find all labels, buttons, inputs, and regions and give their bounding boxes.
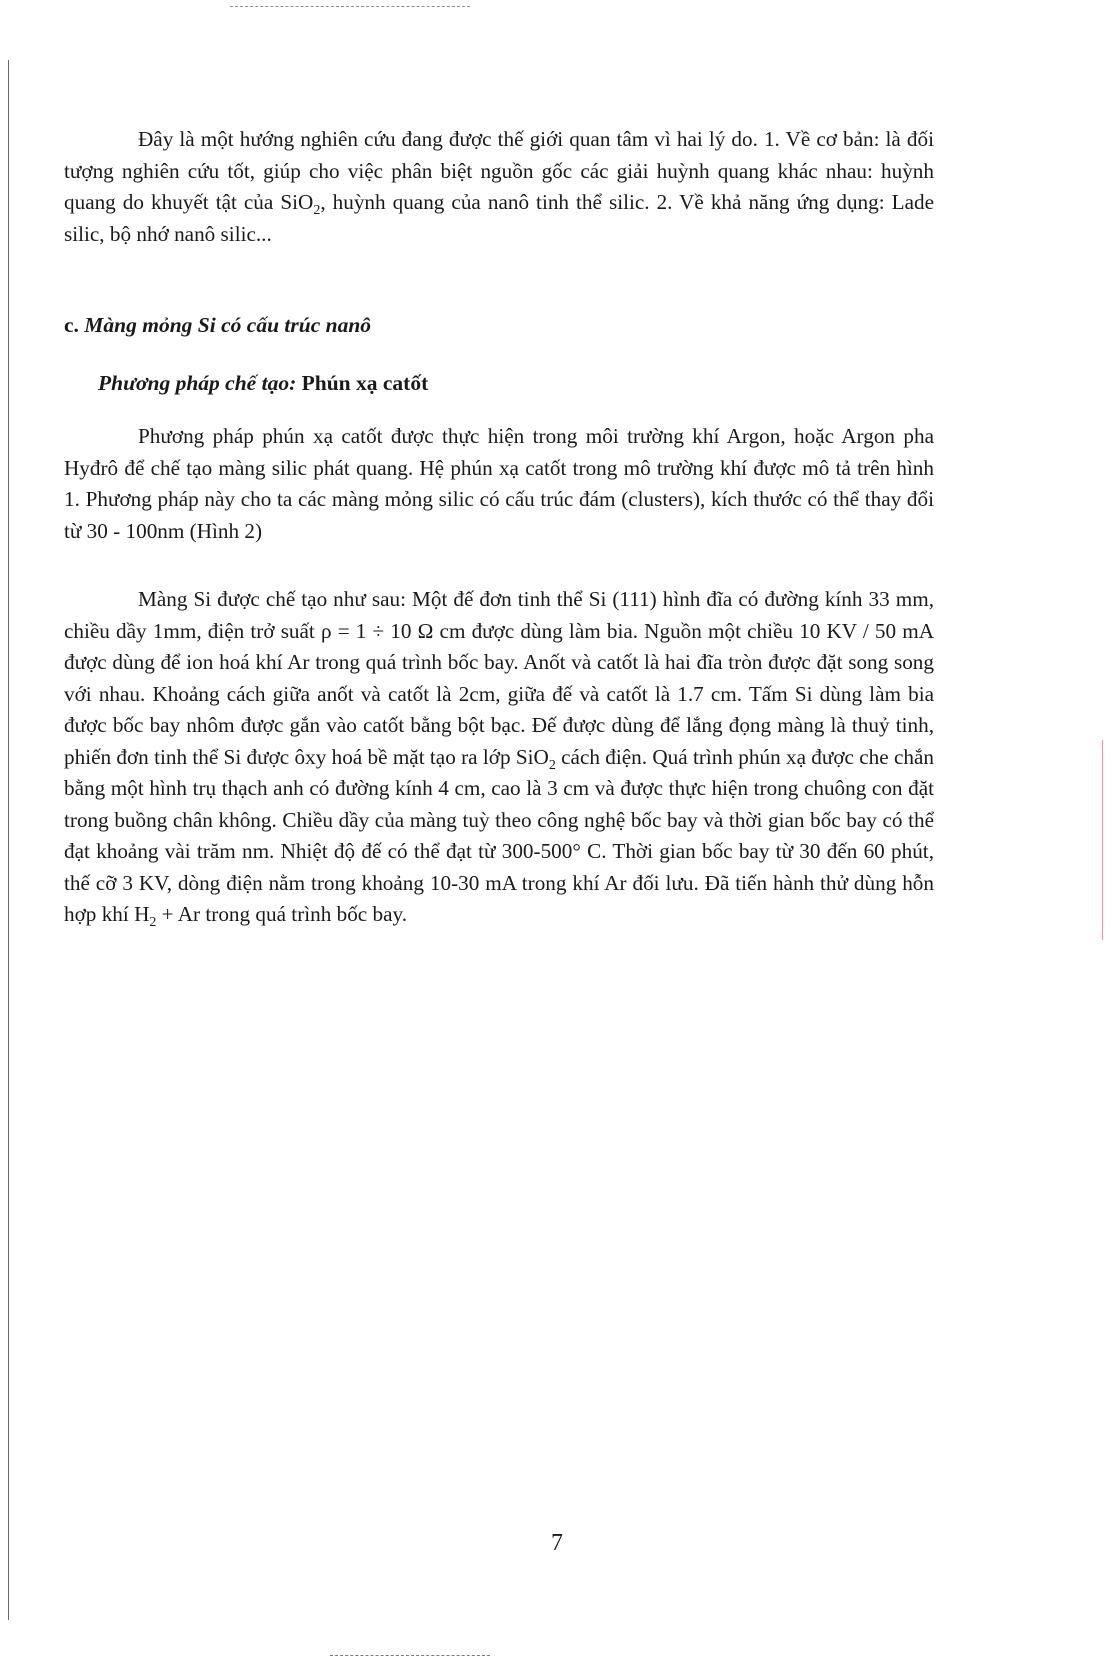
scan-margin-line <box>8 60 9 1620</box>
scan-margin-line-right <box>1102 740 1103 940</box>
paragraph-fabrication-details: Màng Si được chế tạo như sau: Một đế đơn tinh thể Si (111) hình đĩa có đường kính 33 mm, chiều dầy 1mm, điện trở suất ρ = 1 ÷ 10 Ω cm được dùng làm bia. Nguồn một chiều 10 KV / 50 mA được dùng để ion hoá khí Ar trong quá trình bốc bay. Anốt và catốt là hai đĩa tròn được đặt song song với nhau. Khoảng cách giữa anốt và catốt là 2cm, giữa đế và catốt là 1.7 cm. Tấm Si dùng làm bia được bốc bay nhôm được gắn vào catốt bằng bột bạc. Đế được dùng để lắng đọng màng là thuỷ tinh, phiến đơn tinh thể Si được ôxy hoá bề mặt tạo ra lớp SiO$_2$ cách điện. Quá trình phún xạ được che chắn bằng một hình trụ thạch anh có đường kính 4 cm, cao là 3 cm và được thực hiện trong chuông con đặt trong buồng chân không. Chiều dầy của màng tuỳ theo công nghệ bốc bay và thời gian bốc bay có thể đạt khoảng vài trăm nm. Nhiệt độ đế có thể đạt từ 300-500° C. Thời gian bốc bay từ 30 đến 60 phút, thế cỡ 3 KV, dòng điện nằm trong khoảng 10-30 mA trong khí Ar đối lưu. Đã tiến hành thử dùng hỗn hợp khí $H_2 + Ar$ trong quá trình bốc bay. <box>64 587 934 931</box>
intro-paragraph <box>64 124 934 250</box>
formula-sio2: SiO$_2$ <box>280 190 321 219</box>
method-label: Phương pháp chế tạo: <box>98 371 297 395</box>
formula-h2: $H_2$ <box>134 902 157 931</box>
section-letter: c. <box>64 313 79 337</box>
scan-artifact-bottom <box>330 1655 490 1658</box>
method-value: Phún xạ catốt <box>301 371 429 395</box>
section-heading <box>64 313 371 338</box>
intro-text: Đây là một hướng nghiên cứu đang được thế giới quan tâm vì hai lý do. 1. Về cơ bản: là đối tượng nghiên cứu tốt, giúp cho việc phân biệt nguồn gốc các giải huỳnh quang khác nhau: huỳnh quang do khuyết tật của <box>64 127 934 214</box>
paragraph-sputtering-method: Phương pháp phún xạ catốt được thực hiện trong môi trường khí Argon, hoặc Argon pha Hyđrô để chế tạo màng silic phát quang. Hệ phún xạ catốt trong mô trường khí được mô tả trên hình 1. Phương pháp này cho ta các màng mỏng silic có cấu trúc đám (clusters), kích thước có thể thay đổi từ 30 - 100nm (Hình 2) <box>64 424 934 543</box>
method-heading <box>98 371 428 396</box>
page-number: 7 <box>551 1530 563 1556</box>
section-title: Màng mỏng Si có cấu trúc nanô <box>84 313 372 337</box>
formula-sio2: SiO$_2$ <box>515 744 556 773</box>
intro-text-after: , huỳnh quang của nanô tinh thể silic. 2. Về khả năng ứng dụng: Lade silic, bộ nhớ nanô silic... <box>64 190 934 246</box>
scan-artifact-top <box>230 6 470 11</box>
